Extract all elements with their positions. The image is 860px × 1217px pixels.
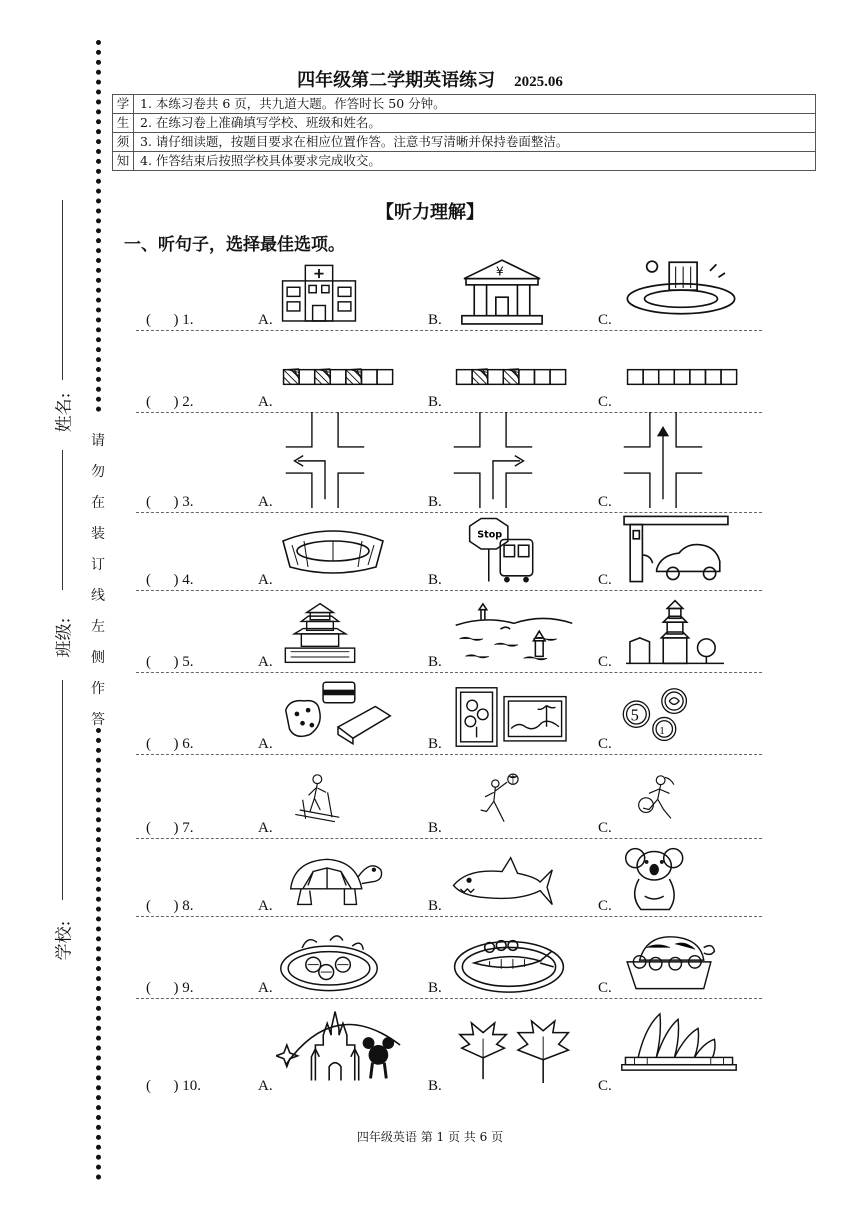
school-blank-line bbox=[62, 680, 63, 900]
page-footer: 四年级英语 第 1 页 共 6 页 bbox=[356, 1130, 504, 1144]
food-icon bbox=[282, 678, 394, 748]
notice-side-char: 须 bbox=[113, 133, 134, 152]
maple-leaf-icon bbox=[454, 1018, 580, 1088]
option-letter: B. bbox=[428, 898, 442, 914]
answer-rule bbox=[136, 754, 762, 755]
option-letter: B. bbox=[428, 394, 442, 410]
vnote-char: 勿 bbox=[91, 464, 105, 480]
school-label: 学校: bbox=[54, 920, 75, 961]
stadium-arena-icon bbox=[278, 518, 388, 584]
option-letter: A. bbox=[258, 312, 273, 328]
question-number: ( ) 5. bbox=[146, 654, 194, 670]
vnote-char: 线 bbox=[91, 588, 105, 604]
question-number: ( ) 7. bbox=[146, 820, 194, 836]
answer-rule bbox=[136, 916, 762, 917]
option-letter: C. bbox=[598, 312, 612, 328]
paintings-icon bbox=[450, 686, 574, 748]
coins-icon bbox=[620, 680, 702, 750]
vnote-char: 左 bbox=[91, 619, 105, 635]
name-label: 姓名: bbox=[54, 392, 75, 433]
answer-rule bbox=[136, 330, 762, 331]
option-letter: C. bbox=[598, 494, 612, 510]
option-letter: C. bbox=[598, 736, 612, 752]
svg-text:1: 1 bbox=[659, 725, 665, 737]
option-letter: A. bbox=[258, 654, 273, 670]
lobster-plate-icon bbox=[448, 928, 570, 996]
section-title: 【听力理解】 bbox=[376, 202, 484, 223]
tower-scene-icon bbox=[626, 598, 724, 668]
option-letter: A. bbox=[258, 494, 273, 510]
vnote-char: 答 bbox=[91, 712, 105, 728]
vnote-char: 作 bbox=[91, 681, 105, 697]
option-letter: B. bbox=[428, 980, 442, 996]
page-title bbox=[0, 66, 860, 92]
seafood-plate-icon bbox=[278, 924, 380, 996]
shark-icon bbox=[446, 856, 558, 908]
part-one-title: 一、听句子，选择最佳选项。 bbox=[124, 235, 345, 255]
option-letter: B. bbox=[428, 572, 442, 588]
option-letter: B. bbox=[428, 312, 442, 328]
basketball-icon bbox=[466, 762, 532, 836]
question-number: ( ) 8. bbox=[146, 898, 194, 914]
go-straight-icon bbox=[618, 412, 708, 508]
option-letter: C. bbox=[598, 980, 612, 996]
option-letter: A. bbox=[258, 572, 273, 588]
option-letter: B. bbox=[428, 736, 442, 752]
option-letter: A. bbox=[258, 736, 273, 752]
vnote-char: 侧 bbox=[91, 650, 105, 666]
question-number: ( ) 4. bbox=[146, 572, 194, 588]
option-letter: A. bbox=[258, 1078, 273, 1094]
option-letter: C. bbox=[598, 820, 612, 836]
option-letter: B. bbox=[428, 654, 442, 670]
vnote-char: 订 bbox=[91, 557, 105, 573]
option-letter: C. bbox=[598, 572, 612, 588]
option-letter: C. bbox=[598, 898, 612, 914]
bus-stop-icon bbox=[462, 516, 548, 584]
class-label: 班级: bbox=[54, 617, 75, 658]
answer-rule bbox=[136, 998, 762, 999]
running-icon bbox=[624, 764, 690, 836]
answer-rule bbox=[136, 672, 762, 673]
turn-right-icon bbox=[448, 412, 538, 508]
vnote-char: 请 bbox=[91, 433, 105, 449]
binding-line-bottom bbox=[96, 728, 101, 1180]
opera-house-icon bbox=[620, 1006, 738, 1078]
svg-text:Stop: Stop bbox=[477, 529, 503, 541]
bank-icon bbox=[452, 254, 552, 326]
hospital-icon bbox=[278, 254, 360, 326]
option-letter: C. bbox=[598, 394, 612, 410]
option-letter: A. bbox=[258, 980, 273, 996]
notice-item: 1. 本练习卷共 6 页，共九道大题。作答时长 50 分钟。 bbox=[134, 95, 816, 114]
notice-side-char: 知 bbox=[113, 152, 134, 171]
turn-left-icon bbox=[280, 412, 370, 508]
temple-icon bbox=[280, 598, 360, 668]
bar-0-of-7-icon bbox=[622, 366, 744, 388]
answer-rule bbox=[136, 838, 762, 839]
stadium-icon bbox=[622, 250, 740, 326]
question-number: ( ) 3. bbox=[146, 494, 194, 510]
answer-rule bbox=[136, 590, 762, 591]
svg-text:¥: ¥ bbox=[495, 264, 504, 279]
skiing-icon bbox=[288, 762, 354, 836]
binding-vertical-note bbox=[90, 426, 106, 736]
bar-2-of-7-icon bbox=[450, 366, 574, 388]
option-letter: B. bbox=[428, 494, 442, 510]
option-letter: A. bbox=[258, 820, 273, 836]
student-notice-table bbox=[112, 94, 816, 171]
option-letter: B. bbox=[428, 820, 442, 836]
exam-title: 四年级第二学期英语练习 bbox=[297, 70, 496, 91]
question-number: ( ) 9. bbox=[146, 980, 194, 996]
question-number: ( ) 1. bbox=[146, 312, 194, 328]
binding-line-top bbox=[96, 40, 101, 412]
question-number: ( ) 6. bbox=[146, 736, 194, 752]
option-letter: A. bbox=[258, 898, 273, 914]
koala-icon bbox=[620, 846, 696, 914]
castle-icon bbox=[276, 1004, 404, 1086]
question-number: ( ) 2. bbox=[146, 394, 194, 410]
turtle-icon bbox=[282, 848, 386, 914]
notice-item: 2. 在练习卷上准确填写学校、班级和姓名。 bbox=[134, 114, 816, 133]
name-blank-line bbox=[62, 200, 63, 380]
notice-item: 3. 请仔细读题，按题目要求在相应位置作答。注意书写清晰并保持卷面整洁。 bbox=[134, 133, 816, 152]
option-letter: C. bbox=[598, 654, 612, 670]
vnote-char: 在 bbox=[91, 495, 105, 511]
option-letter: C. bbox=[598, 1078, 612, 1094]
gas-station-icon bbox=[620, 514, 732, 586]
option-letter: A. bbox=[258, 394, 273, 410]
class-blank-line bbox=[62, 450, 63, 590]
notice-side-char: 学 bbox=[113, 95, 134, 114]
bar-3-of-7-icon bbox=[276, 366, 402, 388]
lake-pagoda-icon bbox=[450, 600, 578, 668]
answer-rule bbox=[136, 512, 762, 513]
option-letter: B. bbox=[428, 1078, 442, 1094]
notice-side-char: 生 bbox=[113, 114, 134, 133]
question-number: ( ) 10. bbox=[146, 1078, 201, 1094]
notice-item: 4. 作答结束后按照学校具体要求完成收交。 bbox=[134, 152, 816, 171]
turkey-icon bbox=[620, 928, 718, 994]
vnote-char: 装 bbox=[91, 526, 105, 542]
svg-text:5: 5 bbox=[630, 705, 639, 725]
exam-date: 2025.06 bbox=[514, 74, 563, 90]
